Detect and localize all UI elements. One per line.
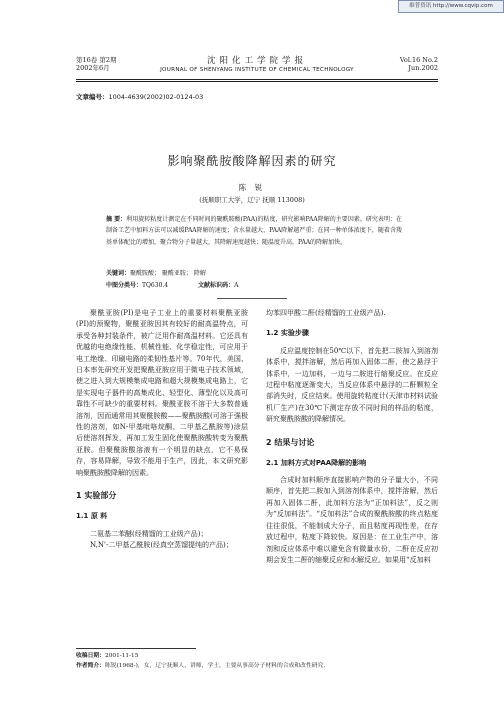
intro-paragraph: 聚酰亚胺(PI)是电子工业上的重要材料聚酰亚胺(PI)的预聚物，聚酰亚胺因其有较好的耐高温特点，可承受各种封装条件，被广泛用作耐高温材料。它还具有优越的电绝缘性能、机械性能、化学稳定性，可应用于电工绝缘、印刷电路的柔韧性基片等。70年代，美国、日本率先研究开发把聚酰亚胺应用于微电子技术领域，使之进入到大规模集成电路和超大规模集成电路上，它是实现电子器件的高集成化、轻型化、薄型化以及高可靠性不可缺少的重要材料。聚酰亚胺不溶于大多数普通溶剂，因而通常用其聚酰胺酸——聚酰胺酸(可溶于强极性的溶剂，如N-甲基吡咯烷酮、二甲基乙酰胺等)涂层后使溶剂挥发，再加工发生固化使聚酰胺酸转变为聚酰亚胺。但聚酰胺酸溶液有一个明显的缺点，它不易保存，容易降解，导致不能用于生产，因此，本文研究影响聚酰胺酸降解的因素。 [76, 309, 248, 477]
received-value: 2001-11-15 [105, 653, 139, 659]
abstract-text: 利用旋转粘度计测定在不同时间的聚酰胺酸(PAA)的粘度，研究影响PAA降解的主要因素。研究表明：在制备工艺中加料方法可以减缓PAA降解的速度；含水量越大，PAA降解越严重；在同一种单体浓度下，随着含羧基单体配比的增加，聚合物分子量越大，其降解速度越快；随温度升高，PAA的降解加快。 [106, 216, 402, 246]
volume-issue-en: Vol.16 No.2 [399, 56, 438, 64]
header-center [146, 56, 368, 74]
journal-name-en: JOURNAL OF SHENYANG INSTITUTE OF CHEMICAL TECHNOLOGY [160, 67, 354, 73]
footnote-rule [76, 648, 196, 649]
author-bio [76, 662, 436, 671]
author-affiliation: (抚顺职工大学，辽宁 抚顺 113008) [199, 196, 305, 204]
abstract-separator [217, 298, 287, 299]
header-left [76, 56, 116, 72]
header-rule-bottom [76, 81, 438, 82]
keywords-label: 关键词： [106, 270, 131, 277]
received-date [76, 652, 436, 661]
author-bio-label: 作者简介： [76, 663, 105, 669]
abstract-label: 摘 要： [106, 216, 127, 223]
date-en: Jun.2002 [408, 64, 438, 72]
keywords [106, 268, 206, 279]
clc-value: TQ630.4 [142, 282, 169, 289]
classification [106, 280, 406, 291]
materials-item-2: N,N'-二甲基乙酰胺(经真空蒸馏提纯的产品)； [90, 540, 233, 549]
doc-code-value: A [234, 282, 239, 289]
abstract [106, 214, 402, 248]
article-number-value: 1004-4639(2002)02-0124-03 [108, 93, 204, 101]
left-column [76, 308, 248, 551]
procedure-paragraph: 反应温度控制在50℃以下，首先把二胺加入到溶剂体系中，搅拌溶解，然后再加入固体二酐，使之悬浮于体系中，一边加料，一边与二胺进行缩聚反应。在反应过程中粘度逐渐变大，当反应体系中悬浮的二酐颗粒全部消失时，反应结束。使用旋转粘度计(天津市材料试验机厂生产)在30℃下测定存放不同时间的样品的粘度，研究聚酰胺酸的降解情况。 [266, 346, 438, 424]
section-1-heading: 1 实验部分 [76, 491, 117, 501]
clc-label: 中图分类号： [106, 282, 143, 289]
date-cn: 2002年6月 [76, 64, 110, 72]
article-number [76, 92, 203, 101]
volume-issue-cn: 第16卷 第2期 [76, 56, 117, 64]
section-2-heading: 2 结果与讨论 [266, 437, 315, 447]
header-right [400, 56, 438, 72]
received-label: 收稿日期： [76, 653, 105, 659]
doc-code-label: 文献标识码： [198, 282, 235, 289]
author-name: 陈 锐 [238, 183, 266, 192]
watermark-stamp: 维普资讯 http://www.cqvip.com [398, 0, 504, 13]
journal-header [76, 56, 438, 78]
materials-item-1: 二氨基二苯醚(经精馏的工业级产品)； [90, 529, 208, 538]
paper-title: 影响聚酰胺酸降解因素的研究 [167, 154, 337, 168]
section-1-2-heading: 1.2 实验步骤 [266, 329, 309, 338]
results-paragraph: 合成时加料顺序直接影响产物的分子量大小，不同顺序，首先把二胺加入到溶剂体系中，搅拌溶解，然后再加入固体二酐，此加料方法为“正加料法”，反之则为“反加料法”。“反加料法”合成的聚酰胺酸的终点粘度往往很低，不能制成大分子，而且粘度再现性差，在存放过程中，粘度下降较快。原因是：在工业生产中，溶剂和反应体系中难以避免含有微量水份，二酐在反应初期会发生二酐的缩聚反应和水解反应。如果用“反加料 [266, 476, 438, 564]
keywords-text: 聚酰胺酸； 聚酰亚胺； 降解 [130, 270, 206, 277]
section-2-1-heading: 2.1 加料方式对PAA降解的影响 [266, 458, 367, 467]
materials-item-3: 均苯四甲酸二酐(经精馏的工业级产品). [266, 309, 386, 317]
author-bio-value: 陈锐(1968-)，女，辽宁抚顺人，讲师，学士，主要从事高分子材料的合成和改性研究. [105, 663, 326, 669]
header-rule-top [76, 79, 438, 80]
journal-name-cn: 沈阳化工学院学报 [206, 56, 307, 66]
section-1-1-heading: 1.1 原 料 [76, 512, 108, 521]
right-column [266, 308, 438, 566]
article-number-label: 文章编号： [76, 93, 109, 101]
